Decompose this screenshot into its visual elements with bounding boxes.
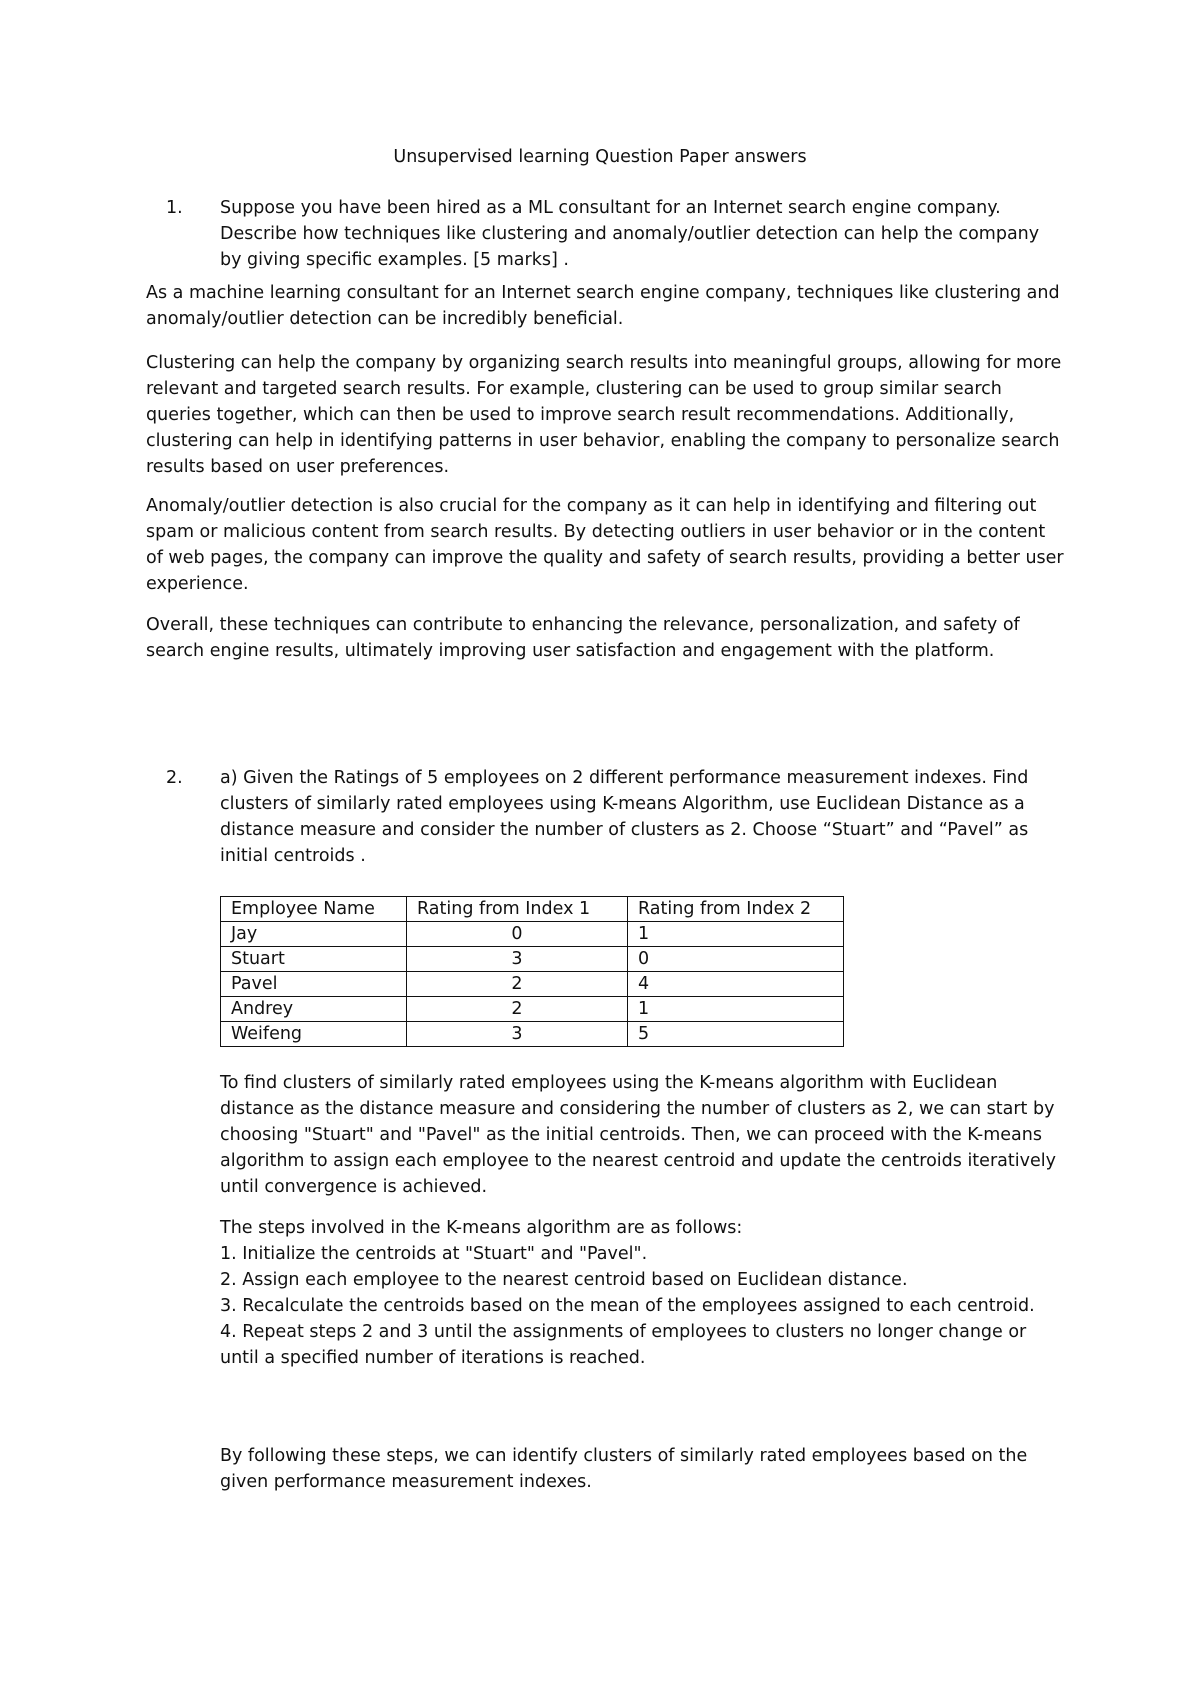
table-cell: Weifeng [221, 1022, 407, 1047]
table-cell: 3 [407, 947, 628, 972]
ratings-table [220, 896, 844, 1047]
table-header-cell: Employee Name [221, 897, 407, 922]
question-1-number: 1. [166, 198, 183, 218]
table-cell: Jay [221, 922, 407, 947]
answer-2-conclusion: By following these steps, we can identify clusters of similarly rated employees based on the given performance measurement indexes. [220, 1446, 1028, 1492]
kmeans-steps [220, 1215, 1070, 1371]
question-2-text: a) Given the Ratings of 5 employees on 2 different performance measurement indexes. Find clusters of similarly rated employees using K-means Algorithm, use Euclidean Distance as a distance measure and consider the number of clusters as 2. Choose “Stuart” and “Pavel” as initial centroids . [220, 768, 1029, 866]
answer-1-paragraph-3: Anomaly/outlier detection is also crucial for the company as it can help in identifying and filtering out spam or malicious content from search results. By detecting outliers in user behavior or in the content of web pages, the company can improve the quality and safety of search results, providing a better user experience. [146, 496, 1064, 594]
table-cell: 0 [407, 922, 628, 947]
table-cell: 1 [628, 922, 844, 947]
table-header-row [221, 897, 844, 922]
answer-1-paragraph-4: Overall, these techniques can contribute to enhancing the relevance, personalization, and safety of search engine results, ultimately improving user satisfaction and engagement with the platform. [146, 615, 1020, 661]
step-item: 4. Repeat steps 2 and 3 until the assignments of employees to clusters no longer change or until a specified number of iterations is reached. [220, 1322, 1027, 1368]
question-2-number: 2. [166, 768, 183, 788]
table-cell: Pavel [221, 972, 407, 997]
answer-2-paragraph-1: To find clusters of similarly rated employees using the K-means algorithm with Euclidean distance as the distance measure and considering the number of clusters as 2, we can start by choosing "Stuart" and "Pavel" as the initial centroids. Then, we can proceed with the K-means algorithm to assign each employee to the nearest centroid and update the centroids iteratively until convergence is achieved. [220, 1073, 1056, 1197]
table-cell: Andrey [221, 997, 407, 1022]
question-2 [166, 765, 1066, 869]
table-row [221, 1022, 844, 1047]
table-header-cell: Rating from Index 1 [407, 897, 628, 922]
steps-intro: The steps involved in the K-means algorithm are as follows: [220, 1218, 743, 1238]
question-1 [166, 195, 1066, 273]
table-cell: 5 [628, 1022, 844, 1047]
document-title: Unsupervised learning Question Paper answers [393, 147, 807, 167]
step-item: 2. Assign each employee to the nearest centroid based on Euclidean distance. [220, 1270, 908, 1290]
table-cell: 1 [628, 997, 844, 1022]
table-cell: 4 [628, 972, 844, 997]
question-1-text: Suppose you have been hired as a ML consultant for an Internet search engine company. Describe how techniques like clustering and anomaly/outlier detection can help the company by giving specific examples. [5 marks] . [220, 198, 1040, 270]
step-item: 1. Initialize the centroids at "Stuart" and "Pavel". [220, 1244, 648, 1264]
answer-1-paragraph-1: As a machine learning consultant for an Internet search engine company, techniques like clustering and anomaly/outlier detection can be incredibly beneficial. [146, 283, 1060, 329]
table-cell: 0 [628, 947, 844, 972]
table-header-cell: Rating from Index 2 [628, 897, 844, 922]
table-cell: 2 [407, 997, 628, 1022]
table-cell: Stuart [221, 947, 407, 972]
table-row [221, 972, 844, 997]
step-item: 3. Recalculate the centroids based on the mean of the employees assigned to each centroid. [220, 1296, 1035, 1316]
table-row [221, 997, 844, 1022]
table-cell: 3 [407, 1022, 628, 1047]
table-row [221, 947, 844, 972]
table-row [221, 922, 844, 947]
table-cell: 2 [407, 972, 628, 997]
answer-1-paragraph-2: Clustering can help the company by organizing search results into meaningful groups, allowing for more relevant and targeted search results. For example, clustering can be used to group similar search queries together, which can then be used to improve search result recommendations. Additionally, clustering can help in identifying patterns in user behavior, enabling the company to personalize search results based on user preferences. [146, 353, 1062, 477]
